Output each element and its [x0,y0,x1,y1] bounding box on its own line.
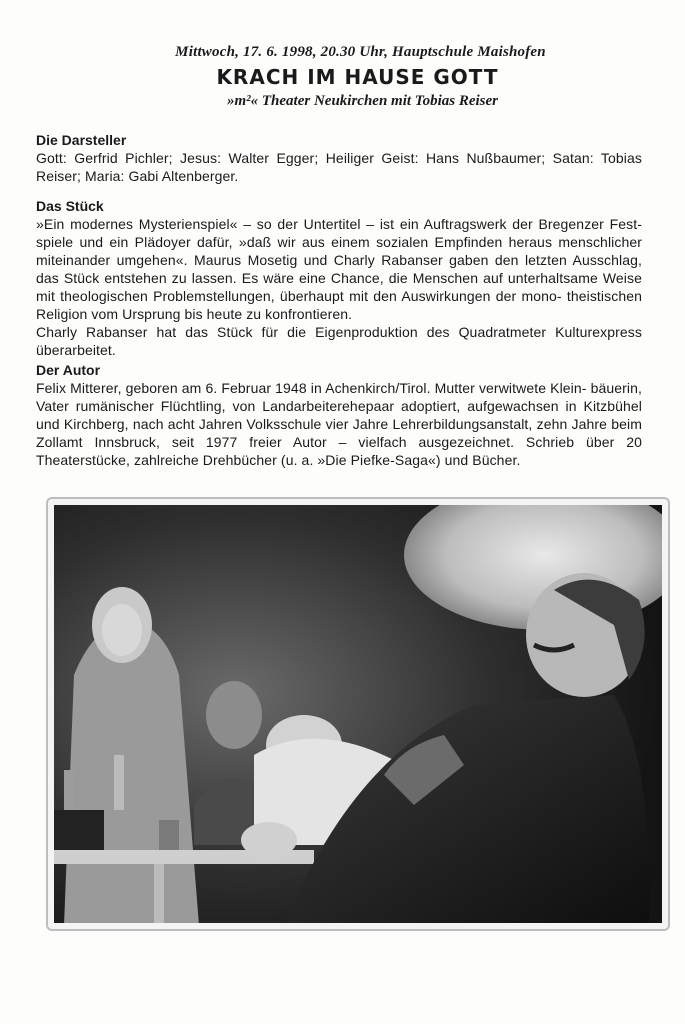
author-line: bäuerin, Vater rumänischer Flüchtling, von Landarbeiterehepaar adoptiert, aufgewachsen in [36,380,642,414]
section-heading-author: Der Autor [36,362,101,378]
cast-line: Reiser; Maria: Gabi Altenberger. [36,168,239,184]
author-line: Felix Mitterer, geboren am 6. Februar 1948 in Achenkirch/Tirol. Mutter verwitwete Klein- [36,380,587,396]
stage-photo-frame [46,497,670,931]
author-text [36,379,642,469]
section-heading-cast: Die Darsteller [36,132,127,148]
stage-photo [54,505,662,923]
theater-company: »m²« Theater Neukirchen mit Tobias Reiser [226,93,499,109]
play-line: das Stück entstehen zu lassen. Es wäre eine Chance, die Menschen auf unterhaltsame [36,270,598,286]
cast-line: Gott: Gerfrid Pichler; Jesus: Walter Egger; Heiliger Geist: Hans Nußbaumer; Satan: Tobias [36,150,642,166]
event-date-location: Mittwoch, 17. 6. 1998, 20.30 Uhr, Hauptschule Maishofen [175,44,546,60]
event-header [0,44,685,110]
author-line: zehn Jahre beim Zollamt Innsbruck, seit 1977 freier Autor – vielfach ausgezeichnet. Schrieb [36,416,642,450]
play-line: »Ein modernes Mysterienspiel« – so der Untertitel – ist ein Auftragswerk der Bregenzer Fest- [36,216,642,232]
author-line: über 20 Theaterstücke, zahlreiche Drehbücher (u. a. »Die Piefke-Saga«) und Bücher. [36,434,642,468]
play-line: Weise mit theologischen Problemstellungen, überhaupt mit den Auswirkungen der mono- [36,270,642,304]
play-line: überarbeitet. [36,342,116,358]
stage-photo-illustration [54,505,662,923]
cast-text [36,149,642,185]
play-line: theistischen Religion vom Ursprung bis heute zu konfrontieren. [36,288,642,322]
play-line: spiele und ein Plädoyer dafür, »daß wir aus einem sozialen Empfinden heraus menschlicher [36,234,642,250]
play-line: miteinander umgehen«. Maurus Mosetig und Charly Rabanser gaben den letzten Ausschlag, [36,252,642,268]
section-heading-play: Das Stück [36,198,104,214]
play-text [36,215,642,359]
section-play [36,197,642,359]
section-cast [36,131,642,185]
play-line: Charly Rabanser hat das Stück für die Eigenproduktion des Quadratmeter Kulturexpress [36,324,642,340]
section-author [36,361,642,469]
author-line: Kitzbühel und Kirchberg, nach acht Jahren Volksschule vier Jahre Lehrerbildungsanstalt, [36,398,642,432]
play-title: KRACH IM HAUSE GOTT [216,65,499,89]
